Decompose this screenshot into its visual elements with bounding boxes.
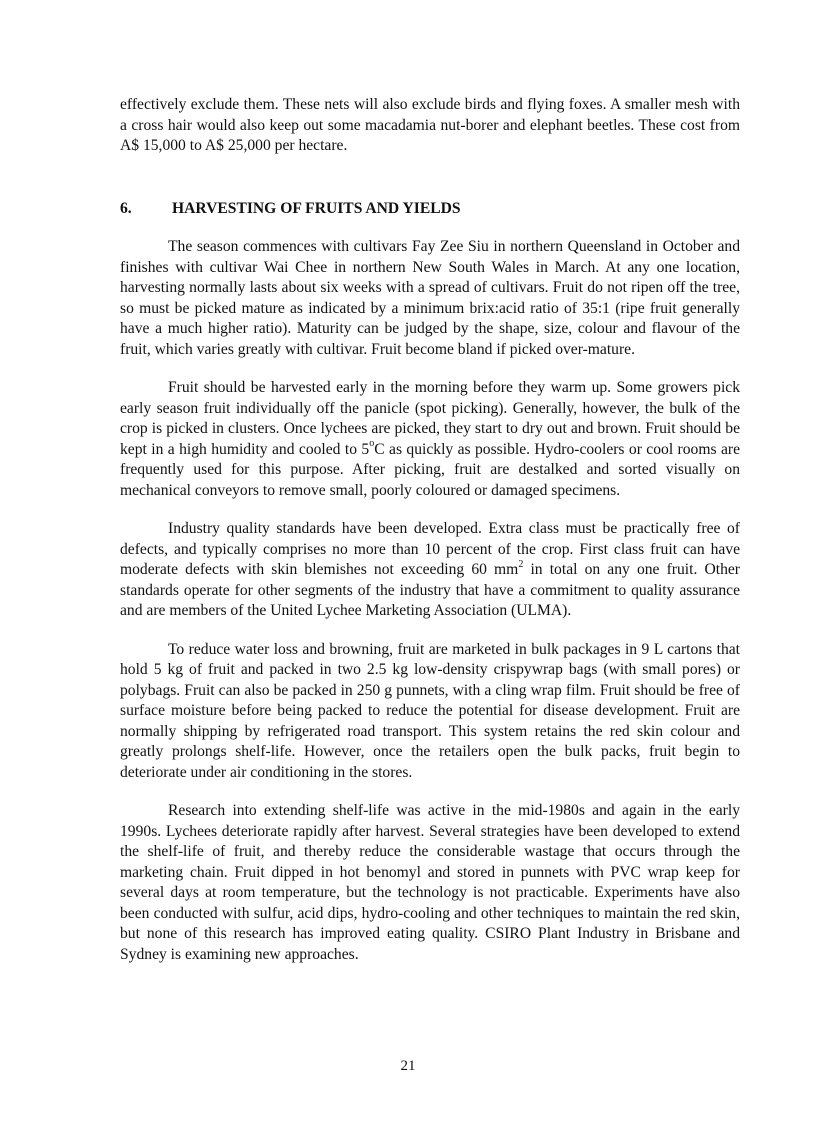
paragraph-harvest-timing-part-b: C as quickly as possible. Hydro-coolers or cool rooms are frequently used for this purpose. After picking, fruit are destalked and sorted visually on mechanical conveyors to remove small, poorly coloured or damaged specimens. xyxy=(120,440,740,499)
paragraph-quality-standards-part-a: Industry quality standards have been developed. Extra class must be practically free of defects, and typically comprises no more than 10 percent of the crop. First class fruit can have moderate defects with skin blemishes not exceeding 60 mm xyxy=(120,520,740,578)
section-title: HARVESTING OF FRUITS AND YIELDS xyxy=(172,199,461,217)
paragraph-harvest-timing xyxy=(120,378,740,501)
paragraph-packaging: To reduce water loss and browning, fruit are marketed in bulk packages in 9 L cartons that hold 5 kg of fruit and packed in two 2.5 kg low-density crispywrap bags (with small pores) or polybags. Fruit can also be packed in 250 g punnets, with a cling wrap film. Fruit should be free of surface moisture before being packed to reduce the potential for disease development. Fruit are normally shipping by refrigerated road transport. This system retains the red skin colour and greatly prolongs shelf-life. However, once the retailers open the bulk packs, fruit begin to deteriorate under air conditioning in the stores. xyxy=(120,640,740,781)
paragraph-shelf-life-research: Research into extending shelf-life was active in the mid-1980s and again in the early 1990s. Lychees deteriorate rapidly after harvest. Several strategies have been developed to extend the shelf-life of fruit, and thereby reduce the considerable wastage that occurs through the marketing chain. Fruit dipped in hot benomyl and stored in punnets with PVC wrap keep for several days at room temperature, but the technology is not practicable. Experiments have also been conducted with sulfur, acid dips, hydro-cooling and other techniques to maintain the red skin, but none of this research has improved eating quality. CSIRO Plant Industry in Brisbane and Sydney is examining new approaches. xyxy=(120,802,740,963)
section-number: 6. xyxy=(120,199,132,217)
intro-paragraph: effectively exclude them. These nets will also exclude birds and flying foxes. A smaller mesh with a cross hair would also keep out some macadamia nut-borer and elephant beetles. These cost from A$ 15,000 to A$ 25,000 per hectare. xyxy=(120,96,740,154)
paragraph-quality-standards-part-b: in total on any one fruit. Other standards operate for other segments of the industry that have a commitment to quality assurance and are members of the United Lychee Marketing Association (ULMA). xyxy=(120,561,740,619)
paragraph-season: The season commences with cultivars Fay Zee Siu in northern Queensland in October and finishes with cultivar Wai Chee in northern New South Wales in March. At any one location, harvesting normally lasts about six weeks with a spread of cultivars. Fruit do not ripen off the tree, so must be picked mature as indicated by a minimum brix:acid ratio of 35:1 (ripe fruit generally have a much higher ratio). Maturity can be judged by the shape, size, colour and flavour of the fruit, which varies greatly with cultivar. Fruit become bland if picked over-mature. xyxy=(120,238,740,358)
document-page xyxy=(120,95,740,965)
degree-superscript: o xyxy=(369,438,375,450)
paragraph-quality-standards xyxy=(120,519,740,622)
paragraph-harvest-timing-part-a: Fruit should be harvested early in the morning before they warm up. Some growers pick early season fruit individually off the panicle (spot picking). Generally, however, the bulk of the crop is picked in clusters. Once lychees are picked, they start to dry out and brown. Fruit should be kept in a high humidity and cooled to 5 xyxy=(120,379,740,458)
page-number: 21 xyxy=(400,1058,416,1074)
squared-superscript: 2 xyxy=(518,558,524,570)
section-heading xyxy=(120,199,740,220)
